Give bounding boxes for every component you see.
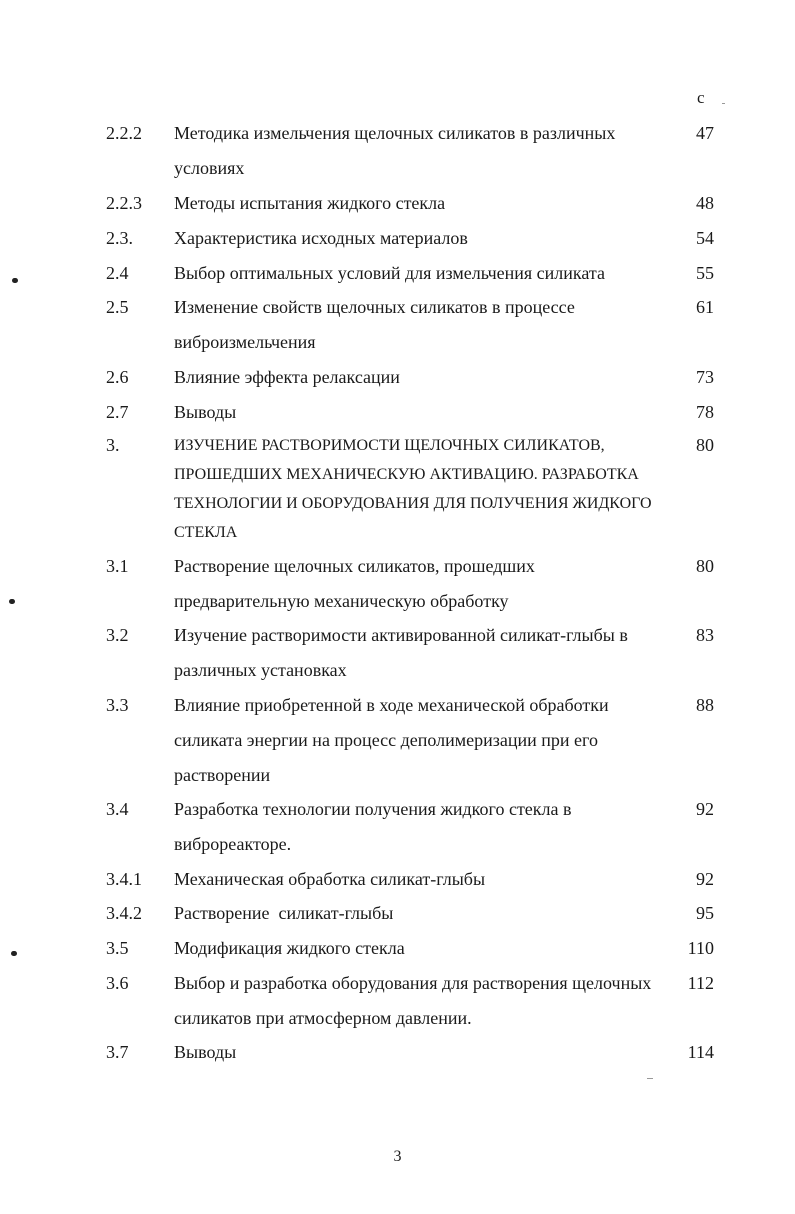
page-number: 3: [393, 1148, 402, 1165]
section-title: Изучение растворимости активированной силикат-глыбы в различных установках: [174, 625, 628, 680]
section-title: Выбор и разработка оборудования для растворения щелочных силикатов при атмосферном давлении.: [174, 973, 652, 1028]
section-number: 3.2: [106, 625, 129, 645]
section-page: 83: [696, 625, 714, 645]
section-title: Методика измельчения щелочных силикатов в различных условиях: [174, 123, 616, 178]
section-number: 2.6: [106, 367, 129, 387]
section-number: 2.5: [106, 297, 129, 317]
section-title: Влияние эффекта релаксации: [174, 367, 400, 387]
section-page: 78: [696, 402, 714, 422]
section-title: Изменение свойств щелочных силикатов в процессе виброизмельчения: [174, 297, 575, 352]
section-page: 88: [696, 695, 714, 715]
section-page: 80: [696, 556, 714, 576]
section-number: 3.5: [106, 938, 129, 958]
section-number: 3.6: [106, 973, 129, 993]
section-number: 3.1: [106, 556, 129, 576]
section-number: 2.7: [106, 402, 129, 422]
section-title: Растворение силикат-глыбы: [174, 903, 394, 923]
section-number: 3.4.1: [106, 869, 142, 889]
section-title: Методы испытания жидкого стекла: [174, 193, 446, 213]
section-page: 80: [696, 435, 714, 455]
section-title: Растворение щелочных силикатов, прошедших предварительную механическую обработку: [174, 556, 535, 611]
section-number: 2.4: [106, 263, 129, 283]
section-title: ИЗУЧЕНИЕ РАСТВОРИМОСТИ ЩЕЛОЧНЫХ СИЛИКАТОВ, ПРОШЕДШИХ МЕХАНИЧЕСКУЮ АКТИВАЦИЮ. РАЗРАБОТКА ТЕХНОЛОГИИ И ОБОРУДОВАНИЯ ДЛЯ ПОЛУЧЕНИЯ ЖИДКОГО СТЕКЛА: [174, 437, 652, 541]
section-number: 2.2.2: [106, 123, 142, 143]
section-title: Модификация жидкого стекла: [174, 938, 405, 958]
section-page: 47: [696, 123, 714, 143]
section-number: 3.4: [106, 799, 129, 819]
section-page: 55: [696, 263, 714, 283]
section-number: 3.4.2: [106, 903, 142, 923]
section-page: 110: [687, 938, 714, 958]
section-number: 3.: [106, 435, 120, 455]
scan-speck-mark: [9, 599, 15, 604]
scan-speck-line: [647, 1078, 653, 1079]
scan-speck-line: [722, 103, 725, 104]
page-column-label: с: [697, 88, 705, 107]
scan-speck-mark: [12, 278, 18, 283]
section-page: 54: [696, 228, 714, 248]
section-page: 92: [696, 799, 714, 819]
section-page: 95: [696, 903, 714, 923]
section-title: Разработка технологии получения жидкого стекла в виброреакторе.: [174, 799, 572, 854]
section-page: 48: [696, 193, 714, 213]
section-title: Механическая обработка силикат-глыбы: [174, 869, 486, 889]
scan-speck-mark: [11, 951, 17, 956]
section-title: Выводы: [174, 1042, 237, 1062]
section-title: Выбор оптимальных условий для измельчения силиката: [174, 263, 605, 283]
section-page: 92: [696, 869, 714, 889]
section-title: Выводы: [174, 402, 237, 422]
section-page: 73: [696, 367, 714, 387]
section-number: 2.2.3: [106, 193, 142, 213]
section-page: 114: [687, 1042, 714, 1062]
section-page: 112: [687, 973, 714, 993]
section-number: 3.3: [106, 695, 129, 715]
section-title: Влияние приобретенной в ходе механической обработки силиката энергии на процесс деполимеризации при его растворении: [174, 695, 609, 785]
section-title: Характеристика исходных материалов: [174, 228, 468, 248]
section-page: 61: [696, 297, 714, 317]
section-number: 2.3.: [106, 228, 133, 248]
section-number: 3.7: [106, 1042, 129, 1062]
